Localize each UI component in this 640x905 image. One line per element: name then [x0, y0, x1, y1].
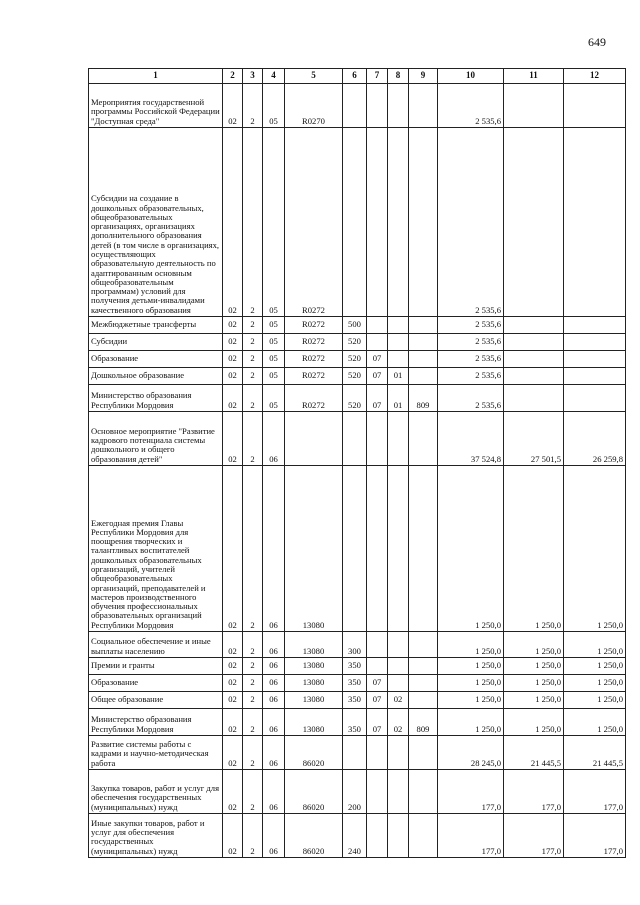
- col-7-code: 07: [367, 709, 388, 736]
- col-11-amount: [504, 385, 564, 412]
- col-6-code: 300: [343, 632, 367, 658]
- table-row: [89, 770, 626, 814]
- col-2-code: 02: [223, 128, 243, 317]
- col-2-code: 02: [223, 412, 243, 466]
- col-3-code: 2: [243, 84, 263, 128]
- col-2-code: 02: [223, 675, 243, 692]
- table-row: [89, 736, 626, 770]
- col-3-code: 2: [243, 334, 263, 351]
- col-6-code: 350: [343, 675, 367, 692]
- col-3-code: 2: [243, 770, 263, 814]
- col-10-amount: 1 250,0: [438, 466, 504, 632]
- col-4-code: 06: [263, 412, 285, 466]
- col-8-code: [388, 736, 409, 770]
- col-11-amount: 177,0: [504, 770, 564, 814]
- col-12-amount: 1 250,0: [564, 632, 626, 658]
- col-6-code: [343, 84, 367, 128]
- col-10-amount: 2 535,6: [438, 385, 504, 412]
- col-3-code: 2: [243, 128, 263, 317]
- col-8-code: [388, 770, 409, 814]
- col-10-amount: 177,0: [438, 814, 504, 858]
- col-9-code: [409, 368, 438, 385]
- col-9-code: [409, 334, 438, 351]
- col-6-code: 520: [343, 351, 367, 368]
- column-header: 11: [504, 69, 564, 84]
- col-7-code: [367, 84, 388, 128]
- col-6-code: 350: [343, 692, 367, 709]
- col-9-code: 809: [409, 385, 438, 412]
- col-2-code: 02: [223, 632, 243, 658]
- col-8-code: 01: [388, 368, 409, 385]
- col-5-code: 13080: [285, 658, 343, 675]
- col-10-amount: 37 524,8: [438, 412, 504, 466]
- col-11-amount: 1 250,0: [504, 632, 564, 658]
- col-11-amount: [504, 334, 564, 351]
- col-12-amount: [564, 317, 626, 334]
- col-8-code: [388, 814, 409, 858]
- col-7-code: [367, 317, 388, 334]
- col-6-code: 500: [343, 317, 367, 334]
- col-2-code: 02: [223, 385, 243, 412]
- col-3-code: 2: [243, 368, 263, 385]
- col-9-code: [409, 814, 438, 858]
- col-12-amount: 177,0: [564, 814, 626, 858]
- col-8-code: 01: [388, 385, 409, 412]
- col-5-code: 86020: [285, 736, 343, 770]
- table-row: [89, 368, 626, 385]
- col-10-amount: 1 250,0: [438, 658, 504, 675]
- col-2-code: 02: [223, 466, 243, 632]
- col-3-code: 2: [243, 466, 263, 632]
- col-5-code: 13080: [285, 466, 343, 632]
- col-7-code: [367, 658, 388, 675]
- table-row: [89, 317, 626, 334]
- col-2-code: 02: [223, 736, 243, 770]
- row-name: Премии и гранты: [89, 658, 223, 675]
- col-9-code: [409, 351, 438, 368]
- col-11-amount: 1 250,0: [504, 466, 564, 632]
- col-3-code: 2: [243, 412, 263, 466]
- col-8-code: [388, 466, 409, 632]
- col-9-code: [409, 317, 438, 334]
- col-10-amount: 28 245,0: [438, 736, 504, 770]
- col-3-code: 2: [243, 658, 263, 675]
- row-name: Социальное обеспечение и иные выплаты населению: [89, 632, 223, 658]
- col-8-code: [388, 317, 409, 334]
- col-11-amount: 27 501,5: [504, 412, 564, 466]
- row-name: Образование: [89, 351, 223, 368]
- table-row: [89, 351, 626, 368]
- col-3-code: 2: [243, 385, 263, 412]
- col-2-code: 02: [223, 658, 243, 675]
- col-3-code: 2: [243, 692, 263, 709]
- row-name: Общее образование: [89, 692, 223, 709]
- col-7-code: [367, 632, 388, 658]
- col-4-code: 06: [263, 692, 285, 709]
- column-header: 4: [263, 69, 285, 84]
- column-header: 3: [243, 69, 263, 84]
- col-9-code: [409, 736, 438, 770]
- col-2-code: 02: [223, 334, 243, 351]
- col-5-code: 86020: [285, 814, 343, 858]
- table-row: [89, 709, 626, 736]
- col-5-code: 86020: [285, 770, 343, 814]
- col-11-amount: [504, 317, 564, 334]
- col-6-code: 350: [343, 658, 367, 675]
- col-4-code: 06: [263, 658, 285, 675]
- col-12-amount: 1 250,0: [564, 709, 626, 736]
- column-header: 7: [367, 69, 388, 84]
- row-name: Мероприятия государственной программы Российской Федерации "Доступная среда": [89, 84, 223, 128]
- col-5-code: R0272: [285, 317, 343, 334]
- col-9-code: [409, 84, 438, 128]
- col-3-code: 2: [243, 675, 263, 692]
- col-9-code: [409, 675, 438, 692]
- page-number: 649: [588, 35, 606, 49]
- col-10-amount: 2 535,6: [438, 351, 504, 368]
- column-header: 6: [343, 69, 367, 84]
- col-11-amount: [504, 368, 564, 385]
- col-8-code: [388, 658, 409, 675]
- col-7-code: [367, 770, 388, 814]
- table-row: [89, 814, 626, 858]
- col-7-code: [367, 466, 388, 632]
- col-10-amount: 1 250,0: [438, 632, 504, 658]
- col-5-code: 13080: [285, 692, 343, 709]
- col-6-code: 520: [343, 385, 367, 412]
- table-row: [89, 84, 626, 128]
- col-9-code: [409, 412, 438, 466]
- col-5-code: R0272: [285, 128, 343, 317]
- col-11-amount: [504, 351, 564, 368]
- table-row: [89, 466, 626, 632]
- col-3-code: 2: [243, 632, 263, 658]
- col-5-code: R0272: [285, 334, 343, 351]
- col-7-code: [367, 334, 388, 351]
- col-10-amount: 1 250,0: [438, 692, 504, 709]
- column-header: 10: [438, 69, 504, 84]
- col-9-code: [409, 692, 438, 709]
- col-4-code: 05: [263, 368, 285, 385]
- row-name: Ежегодная премия Главы Республики Мордовия для поощрения творческих и талантливых воспитателей дошкольных образовательных организаций, учителей общеобразовательных организаций, преподавателей и мастеров производственного обучения профессиональных образовательных организаций Республики Мордовия: [89, 466, 223, 632]
- column-header: 8: [388, 69, 409, 84]
- col-6-code: [343, 736, 367, 770]
- table-row: [89, 334, 626, 351]
- col-6-code: [343, 466, 367, 632]
- col-8-code: [388, 632, 409, 658]
- col-11-amount: 1 250,0: [504, 675, 564, 692]
- col-2-code: 02: [223, 814, 243, 858]
- table-row: [89, 675, 626, 692]
- col-7-code: [367, 814, 388, 858]
- col-10-amount: 1 250,0: [438, 709, 504, 736]
- col-10-amount: 2 535,6: [438, 334, 504, 351]
- table-row: [89, 632, 626, 658]
- col-3-code: 2: [243, 709, 263, 736]
- col-12-amount: 26 259,8: [564, 412, 626, 466]
- col-8-code: 02: [388, 692, 409, 709]
- col-11-amount: 1 250,0: [504, 692, 564, 709]
- budget-table: [88, 68, 626, 858]
- row-name: Образование: [89, 675, 223, 692]
- col-6-code: [343, 128, 367, 317]
- col-11-amount: [504, 84, 564, 128]
- col-6-code: 520: [343, 334, 367, 351]
- col-4-code: 06: [263, 770, 285, 814]
- table-row: [89, 128, 626, 317]
- col-4-code: 06: [263, 632, 285, 658]
- column-header: 1: [89, 69, 223, 84]
- row-name: Основное мероприятие "Развитие кадрового потенциала системы дошкольного и общего образования детей": [89, 412, 223, 466]
- col-9-code: [409, 658, 438, 675]
- column-header: 2: [223, 69, 243, 84]
- col-12-amount: 177,0: [564, 770, 626, 814]
- table-row: [89, 658, 626, 675]
- column-header: 9: [409, 69, 438, 84]
- col-12-amount: 1 250,0: [564, 675, 626, 692]
- col-10-amount: 2 535,6: [438, 128, 504, 317]
- table-row: [89, 412, 626, 466]
- col-5-code: 13080: [285, 675, 343, 692]
- col-8-code: [388, 412, 409, 466]
- row-name: Министерство образования Республики Мордовия: [89, 385, 223, 412]
- col-5-code: R0272: [285, 368, 343, 385]
- col-11-amount: 1 250,0: [504, 709, 564, 736]
- col-6-code: [343, 412, 367, 466]
- col-8-code: [388, 334, 409, 351]
- col-9-code: [409, 466, 438, 632]
- row-name: Министерство образования Республики Мордовия: [89, 709, 223, 736]
- col-3-code: 2: [243, 736, 263, 770]
- col-7-code: 07: [367, 351, 388, 368]
- col-11-amount: 21 445,5: [504, 736, 564, 770]
- col-2-code: 02: [223, 368, 243, 385]
- col-12-amount: [564, 351, 626, 368]
- col-7-code: 07: [367, 368, 388, 385]
- col-6-code: 520: [343, 368, 367, 385]
- col-2-code: 02: [223, 351, 243, 368]
- col-12-amount: [564, 385, 626, 412]
- col-4-code: 06: [263, 675, 285, 692]
- col-2-code: 02: [223, 317, 243, 334]
- col-8-code: [388, 84, 409, 128]
- col-4-code: 05: [263, 128, 285, 317]
- col-6-code: 240: [343, 814, 367, 858]
- col-12-amount: [564, 368, 626, 385]
- col-7-code: 07: [367, 692, 388, 709]
- col-5-code: R0270: [285, 84, 343, 128]
- col-7-code: 07: [367, 385, 388, 412]
- col-5-code: [285, 412, 343, 466]
- col-11-amount: [504, 128, 564, 317]
- col-12-amount: [564, 128, 626, 317]
- col-4-code: 05: [263, 385, 285, 412]
- col-5-code: R0272: [285, 351, 343, 368]
- col-4-code: 05: [263, 351, 285, 368]
- row-name: Иные закупки товаров, работ и услуг для обеспечения государственных (муниципальных) нужд: [89, 814, 223, 858]
- col-10-amount: 2 535,6: [438, 368, 504, 385]
- row-name: Межбюджетные трансферты: [89, 317, 223, 334]
- col-3-code: 2: [243, 317, 263, 334]
- row-name: Субсидии: [89, 334, 223, 351]
- column-header: 12: [564, 69, 626, 84]
- col-4-code: 06: [263, 709, 285, 736]
- col-11-amount: 1 250,0: [504, 658, 564, 675]
- row-name: Развитие системы работы с кадрами и научно-методическая работа: [89, 736, 223, 770]
- col-9-code: 809: [409, 709, 438, 736]
- col-2-code: 02: [223, 770, 243, 814]
- col-12-amount: 21 445,5: [564, 736, 626, 770]
- col-8-code: [388, 675, 409, 692]
- row-name: Закупка товаров, работ и услуг для обеспечения государственных (муниципальных) нужд: [89, 770, 223, 814]
- col-4-code: 05: [263, 317, 285, 334]
- col-12-amount: 1 250,0: [564, 466, 626, 632]
- col-7-code: [367, 736, 388, 770]
- col-6-code: 350: [343, 709, 367, 736]
- table-row: [89, 385, 626, 412]
- header-row: [89, 69, 626, 84]
- col-8-code: [388, 128, 409, 317]
- col-4-code: 05: [263, 84, 285, 128]
- col-3-code: 2: [243, 814, 263, 858]
- col-5-code: R0272: [285, 385, 343, 412]
- col-5-code: 13080: [285, 709, 343, 736]
- col-11-amount: 177,0: [504, 814, 564, 858]
- table-row: [89, 692, 626, 709]
- col-9-code: [409, 128, 438, 317]
- col-4-code: 06: [263, 736, 285, 770]
- col-12-amount: 1 250,0: [564, 692, 626, 709]
- col-2-code: 02: [223, 84, 243, 128]
- col-5-code: 13080: [285, 632, 343, 658]
- col-10-amount: 2 535,6: [438, 317, 504, 334]
- col-12-amount: [564, 84, 626, 128]
- col-12-amount: [564, 334, 626, 351]
- col-3-code: 2: [243, 351, 263, 368]
- col-9-code: [409, 770, 438, 814]
- col-8-code: [388, 351, 409, 368]
- row-name: Субсидии на создание в дошкольных образовательных, общеобразовательных организациях, организациях дополнительного образования детей (в том числе в организациях, осуществляющих образовательную деятельность по адаптированным основным общеобразовательным программам) условий для получения детьми-инвалидами качественного образования: [89, 128, 223, 317]
- col-10-amount: 2 535,6: [438, 84, 504, 128]
- column-header: 5: [285, 69, 343, 84]
- col-12-amount: 1 250,0: [564, 658, 626, 675]
- row-name: Дошкольное образование: [89, 368, 223, 385]
- col-7-code: [367, 412, 388, 466]
- col-7-code: [367, 128, 388, 317]
- col-2-code: 02: [223, 709, 243, 736]
- col-4-code: 06: [263, 466, 285, 632]
- col-4-code: 06: [263, 814, 285, 858]
- col-4-code: 05: [263, 334, 285, 351]
- col-8-code: 02: [388, 709, 409, 736]
- col-10-amount: 1 250,0: [438, 675, 504, 692]
- col-10-amount: 177,0: [438, 770, 504, 814]
- col-6-code: 200: [343, 770, 367, 814]
- col-9-code: [409, 632, 438, 658]
- col-2-code: 02: [223, 692, 243, 709]
- col-7-code: 07: [367, 675, 388, 692]
